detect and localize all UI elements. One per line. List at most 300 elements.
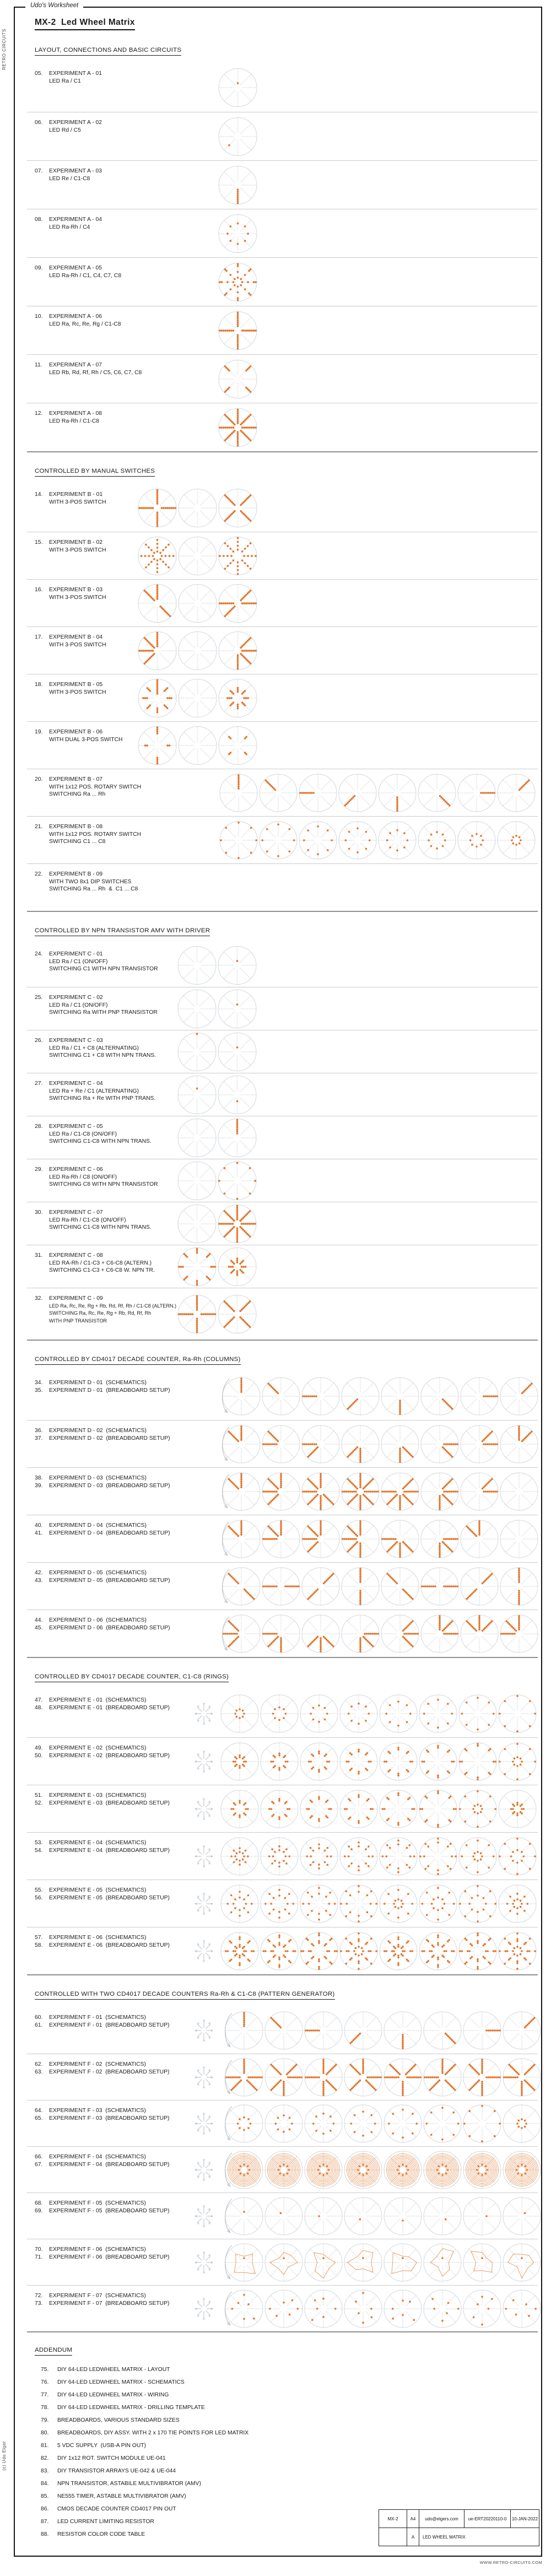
entry-text-line (35, 175, 102, 183)
entry-text-line (35, 1002, 158, 1009)
entry-text (35, 2107, 169, 2122)
entry-label: EXPERIMENT F - 04 (SCHEMATICS) (49, 2154, 146, 2160)
addendum-item (41, 2477, 538, 2490)
addendum-item-label: DIY 64-LED LEDWHEEL MATRIX - DRILLING TEMPLATE (57, 2405, 205, 2411)
entry-text (35, 1037, 156, 1060)
experiment-row (27, 354, 538, 403)
led-wheel (261, 1472, 301, 1511)
led-wheel (420, 1472, 460, 1511)
entry-label: SWITCHING Ra ... Rh (49, 791, 106, 798)
led-wheel (383, 2243, 423, 2282)
entry-label: WITH 3-POS SWITCH (49, 689, 106, 695)
entry-text-line (35, 1792, 170, 1800)
led-wheel (418, 1789, 458, 1829)
experiment-row (27, 306, 538, 354)
led-wheel (383, 2104, 423, 2143)
entry-label: LED RA-Rh / C1-C3 + C6-C8 (ALTERN.) (49, 1260, 152, 1266)
wheel-sequence (177, 1117, 257, 1158)
entry-text-line (35, 2161, 169, 2169)
entry-number: 37. (35, 1435, 43, 1441)
led-wheel (379, 1884, 418, 1924)
led-wheel (420, 1424, 460, 1464)
addendum-item-number: 79. (41, 2417, 49, 2423)
entry-label: WITH 3-POS SWITCH (49, 499, 106, 505)
entry-text-line (35, 1624, 170, 1632)
led-wheel (301, 1519, 341, 1559)
addendum-item (41, 2363, 538, 2376)
led-wheel (498, 1694, 537, 1733)
entry-number: 12. (35, 411, 43, 417)
title-block-paper-size: A4 (407, 2510, 419, 2528)
led-wheel (177, 678, 218, 718)
entry-text-line (35, 2207, 169, 2215)
led-wheel (218, 407, 258, 447)
experiment-row (27, 674, 538, 721)
led-wheel (420, 1614, 460, 1654)
entry-text-line (35, 1617, 170, 1624)
entry-label: EXPERIMENT E - 03 (SCHEMATICS) (49, 1792, 147, 1799)
wheel-sequence (137, 725, 258, 765)
addendum-item (41, 2414, 538, 2427)
entry-text-line (35, 499, 106, 506)
led-wheel (301, 1424, 341, 1464)
entry-text (35, 2153, 169, 2168)
sections (15, 45, 541, 2331)
addendum-item-number: 85. (41, 2493, 49, 2499)
entry-text (35, 264, 121, 279)
led-wheel (338, 773, 377, 813)
rotate-arrow-icon (220, 2195, 234, 2238)
led-wheel (298, 820, 338, 860)
section (27, 1974, 538, 2331)
addendum-item-number: 88. (41, 2531, 49, 2537)
entry-number: 56. (35, 1894, 43, 1901)
wheel-sequence (192, 1884, 537, 1924)
led-wheel (301, 1472, 341, 1511)
burst-arrows-icon (192, 2019, 215, 2042)
led-wheel (498, 1789, 537, 1829)
led-wheel (457, 820, 496, 860)
led-wheel (423, 2196, 462, 2236)
led-wheel (217, 1032, 257, 1072)
experiment-row (27, 1690, 538, 1737)
led-wheel (339, 1931, 379, 1971)
led-wheel (338, 820, 377, 860)
entry-text-line (35, 1174, 158, 1181)
led-wheel (383, 2289, 423, 2329)
entry-text (35, 681, 106, 696)
entry-label: EXPERIMENT B - 03 (49, 587, 103, 593)
section-header: CONTROLLED BY MANUAL SWITCHES (35, 468, 155, 477)
led-wheel (462, 2289, 502, 2329)
entry-label: EXPERIMENT E - 06 (BREADBOARD SETUP) (49, 1942, 170, 1948)
footer-url: WWW.RETRO-CIRCUITS.COM (479, 2560, 542, 2565)
led-wheel (458, 1742, 498, 1781)
experiment-row (27, 1245, 538, 1288)
led-wheel (380, 1567, 420, 1606)
led-wheel (417, 773, 457, 813)
entry-text-line (35, 1181, 158, 1189)
entry-text-line (35, 1839, 170, 1847)
led-wheel (460, 1424, 499, 1464)
entry-label: LED Ra-Rh / C4 (49, 224, 90, 230)
led-wheel (299, 1742, 339, 1781)
led-wheel (217, 989, 257, 1029)
entry-label: SWITCHING Ra + Re WITH PNP TRANS. (49, 1095, 156, 1102)
entry-text-line (35, 1934, 170, 1942)
entry-label: EXPERIMENT C - 02 (49, 995, 103, 1001)
entry-label: EXPERIMENT E - 01 (BREADBOARD SETUP) (49, 1704, 170, 1711)
entry-number: 14. (35, 492, 43, 498)
experiment-row (27, 2239, 538, 2285)
entry-label: EXPERIMENT D - 02 (BREADBOARD SETUP) (49, 1435, 170, 1441)
entry-text (35, 2246, 169, 2261)
entry-label: SWITCHING C1 + C8 WITH NPN TRANS. (49, 1052, 156, 1059)
led-wheel (260, 1694, 299, 1733)
led-wheel (379, 1789, 418, 1829)
entry-text-line (35, 1475, 170, 1482)
title-block-date: 10-JAN-2022 (510, 2510, 539, 2528)
led-wheel (177, 536, 218, 576)
entry-text-line (35, 951, 158, 958)
entry-label: LED Ra, Rc, Re, Rg + Rb, Rd, Rf, Rh / C1-C8 (ALTERN.) (49, 1303, 177, 1309)
entry-text (35, 1427, 170, 1442)
entry-text-line (35, 1295, 176, 1303)
entry-label: EXPERIMENT A - 01 (49, 71, 102, 77)
entry-label: EXPERIMENT F - 02 (SCHEMATICS) (49, 2061, 146, 2067)
rotate-arrow-icon (220, 2056, 234, 2099)
led-wheel (379, 1742, 418, 1781)
experiment-row (27, 1288, 538, 1340)
entry-label: EXPERIMENT A - 04 (49, 217, 102, 223)
experiment-row (27, 579, 538, 627)
led-wheel (462, 2057, 502, 2097)
led-wheel (343, 2011, 383, 2050)
led-wheel (498, 1884, 537, 1924)
section-rows (27, 944, 538, 1340)
entry-number: 08. (35, 217, 43, 223)
entry-text-line (35, 1095, 155, 1103)
led-wheel (304, 2057, 343, 2097)
entry-text-line (35, 272, 121, 280)
led-wheel (219, 820, 258, 860)
entry-text-line (35, 885, 138, 893)
led-wheel (220, 1837, 260, 1876)
entry-number: 44. (35, 1617, 43, 1623)
wheel-sequence (192, 2009, 542, 2052)
entry-number: 30. (35, 1209, 43, 1216)
entry-text (35, 1379, 170, 1394)
addendum-item-label: 5 VDC SUPPLY (USB-A PIN OUT) (57, 2443, 146, 2449)
led-wheel (299, 1789, 339, 1829)
rotate-arrow-icon (217, 1612, 231, 1655)
entry-text-line (35, 1745, 170, 1752)
entry-label: EXPERIMENT B - 09 (49, 871, 103, 877)
led-wheel (264, 2057, 304, 2097)
rotate-arrow-icon (220, 2148, 234, 2191)
entry-label: EXPERIMENT A - 05 (49, 265, 102, 271)
led-wheel (218, 725, 258, 765)
led-wheel (177, 1294, 217, 1334)
rotate-arrow-icon (220, 2009, 234, 2052)
led-wheel (137, 583, 177, 623)
entry-label: EXPERIMENT C - 06 (49, 1167, 103, 1173)
rotate-arrow-icon (220, 2287, 234, 2330)
entry-text-line (35, 1131, 152, 1138)
entry-number: 42. (35, 1570, 43, 1576)
led-wheel (217, 1246, 257, 1287)
experiment-row (27, 209, 538, 257)
led-wheel (137, 488, 177, 528)
addendum-header: ADDENDUM (35, 2347, 72, 2356)
led-wheel (499, 1519, 539, 1559)
led-wheel (343, 2243, 383, 2282)
led-wheel (217, 1074, 257, 1115)
entry-number: 62. (35, 2061, 43, 2067)
entry-number: 22. (35, 871, 43, 877)
entry-text-line (35, 418, 102, 425)
entry-text-line (35, 2115, 169, 2123)
wheel-sequence (219, 773, 536, 813)
experiment-row (27, 987, 538, 1030)
entry-text-line (35, 994, 158, 1002)
experiment-row (27, 160, 538, 209)
led-wheel (218, 359, 258, 399)
wheel-sequence (218, 116, 258, 156)
led-wheel (261, 1614, 301, 1654)
entry-label: EXPERIMENT F - 01 (BREADBOARD SETUP) (49, 2022, 170, 2028)
led-wheel (379, 1694, 418, 1733)
led-wheel (380, 1614, 420, 1654)
led-wheel (298, 773, 338, 813)
entry-text-line (35, 1209, 152, 1217)
led-wheel (304, 2289, 343, 2329)
entry-label: SWITCHING Ra ... Rh & C1 ... C8 (49, 886, 138, 893)
experiment-row (27, 944, 538, 987)
entry-number: 06. (35, 120, 43, 126)
addendum-item-label: NE555 TIMER, ASTABLE MULTIVIBRATOR (AMV) (57, 2493, 186, 2499)
entry-text (35, 728, 122, 743)
entry-text-line (35, 1224, 152, 1232)
entry-label: EXPERIMENT E - 04 (BREADBOARD SETUP) (49, 1847, 170, 1854)
led-wheel (502, 2289, 542, 2329)
entry-number: 32. (35, 1295, 43, 1301)
entry-number: 54. (35, 1847, 43, 1854)
entry-number: 24. (35, 951, 43, 957)
entry-label: LED Ra, Rc, Re, Rg / C1-C8 (49, 321, 121, 327)
rotate-arrow-icon (217, 1517, 231, 1560)
led-wheel (218, 213, 258, 253)
entry-text-line (35, 1752, 170, 1760)
led-wheel (383, 2057, 423, 2097)
rotate-arrow-icon (217, 1470, 231, 1513)
entry-text-line (35, 594, 106, 602)
wheel-sequence (177, 1294, 257, 1334)
section (27, 911, 538, 1340)
entry-label: EXPERIMENT E - 06 (SCHEMATICS) (49, 1935, 147, 1941)
led-wheel (177, 1074, 217, 1115)
led-wheel (219, 773, 258, 813)
title-block-doc-id: ue-ERT20220110-0 (464, 2510, 510, 2528)
entry-text-line (35, 681, 106, 689)
entry-text-line (35, 1166, 158, 1174)
addendum-item (41, 2490, 538, 2503)
entry-number: 16. (35, 587, 43, 593)
experiment-row (27, 1832, 538, 1880)
led-wheel (261, 1567, 301, 1606)
led-wheel (462, 2104, 502, 2143)
entry-number: 26. (35, 1038, 43, 1044)
entry-label: EXPERIMENT D - 01 (SCHEMATICS) (49, 1380, 147, 1386)
entry-number: 38. (35, 1475, 43, 1481)
entry-text-line (35, 264, 121, 272)
led-wheel (341, 1424, 380, 1464)
section-header: CONTROLLED BY NPN TRANSISTOR AMV WITH DRIVER (35, 927, 210, 936)
led-wheel (462, 2243, 502, 2282)
entry-text-line (35, 736, 122, 744)
led-wheel (177, 1160, 217, 1201)
entry-number: 39. (35, 1482, 43, 1489)
entry-text (35, 1080, 155, 1103)
experiment-row (27, 1030, 538, 1073)
led-wheel (218, 536, 258, 576)
led-wheel (301, 1567, 341, 1606)
entry-text-line (35, 1435, 170, 1443)
led-wheel (177, 946, 217, 986)
entry-label: EXPERIMENT B - 08 (49, 824, 103, 830)
section (27, 451, 538, 911)
led-wheel (341, 1472, 380, 1511)
experiment-row (27, 1159, 538, 1202)
wheel-sequence (177, 1246, 257, 1287)
experiment-row (27, 2054, 538, 2100)
section-header: LAYOUT, CONNECTIONS AND BASIC CIRCUITS (35, 47, 181, 56)
section-rows (27, 63, 538, 451)
led-wheel (423, 2104, 462, 2143)
led-wheel (177, 1203, 217, 1244)
wheel-sequence (192, 2102, 542, 2145)
section-rows (27, 1373, 538, 1657)
led-wheel (218, 116, 258, 156)
entry-number: 71. (35, 2254, 43, 2260)
entry-label: EXPERIMENT F - 05 (BREADBOARD SETUP) (49, 2207, 170, 2214)
entry-label: EXPERIMENT A - 03 (49, 168, 102, 174)
entry-label: EXPERIMENT A - 06 (49, 314, 102, 320)
entry-label: WITH TWO 8x1 DIP SWITCHES (49, 878, 132, 885)
entry-label: EXPERIMENT F - 05 (SCHEMATICS) (49, 2200, 146, 2206)
wheel-sequence (218, 213, 258, 253)
entry-text-line (35, 1252, 155, 1260)
entry-number: 65. (35, 2115, 43, 2121)
experiment-row (27, 484, 538, 532)
section (27, 45, 538, 451)
entry-number: 31. (35, 1252, 43, 1259)
led-wheel (261, 1424, 301, 1464)
entry-label: WITH 1x12 POS. ROTARY SWITCH (49, 831, 142, 838)
entry-label: EXPERIMENT E - 01 (SCHEMATICS) (49, 1697, 147, 1703)
entry-text-line (35, 78, 102, 85)
entry-label: LED Ra / C1 + C8 (ALTERNATING) (49, 1045, 139, 1051)
addendum-item-label: DIY 64-LED LEDWHEEL MATRIX - SCHEMATICS (57, 2379, 185, 2385)
wheel-sequence (192, 2056, 542, 2099)
entry-number: 07. (35, 168, 43, 174)
entry-number: 60. (35, 2015, 43, 2021)
entry-text-line (35, 119, 102, 127)
burst-arrows-icon (192, 1892, 215, 1915)
entry-text-line (35, 965, 158, 973)
wheel-sequence (192, 1931, 537, 1971)
entry-label: WITH DUAL 3-POS SWITCH (49, 736, 123, 743)
entry-text (35, 1475, 170, 1489)
experiment-row (27, 1467, 538, 1515)
experiment-row (27, 1116, 538, 1159)
led-wheel (264, 2289, 304, 2329)
entry-label: WITH PNP TRANSISTOR (49, 1317, 107, 1324)
wheel-sequence (218, 359, 258, 399)
entry-text-line (35, 871, 138, 878)
experiment-row (27, 721, 538, 769)
entry-number: 35. (35, 1387, 43, 1394)
entry-number: 64. (35, 2108, 43, 2114)
entry-text-line (35, 361, 142, 369)
entry-label: EXPERIMENT D - 05 (SCHEMATICS) (49, 1570, 147, 1576)
section-header: CONTROLLED BY CD4017 DECADE COUNTER, Ra-Rh (COLUMNS) (35, 1356, 241, 1365)
led-wheel (462, 2196, 502, 2236)
entry-text-line (35, 127, 102, 134)
entry-label: SWITCHING C8 WITH NPN TRANSISTOR (49, 1181, 158, 1188)
entry-label: LED Re / C1-C8 (49, 175, 90, 182)
entry-text-line (35, 2061, 169, 2069)
led-wheel (260, 1931, 299, 1971)
entry-text-line (35, 2300, 169, 2308)
led-wheel (462, 2011, 502, 2050)
entry-label: EXPERIMENT C - 09 (49, 1295, 103, 1301)
burst-arrows-icon (192, 2158, 215, 2181)
rotate-arrow-icon (217, 1375, 231, 1418)
entry-label: EXPERIMENT B - 02 (49, 539, 103, 546)
entry-number: 20. (35, 776, 43, 782)
experiment-row (27, 1785, 538, 1832)
led-wheel (423, 2289, 462, 2329)
experiment-row (27, 2146, 538, 2192)
led-wheel (264, 2196, 304, 2236)
led-wheel (304, 2150, 343, 2190)
rotate-arrow-icon (217, 1565, 231, 1608)
led-wheel (341, 1567, 380, 1606)
wheel-sequence (192, 1694, 537, 1733)
entry-text (35, 1617, 170, 1632)
led-wheel (177, 1032, 217, 1072)
entry-text-line (35, 168, 102, 175)
led-wheel (264, 2104, 304, 2143)
led-wheel (377, 773, 417, 813)
side-label-retro-circuits: RETRO CIRCUITS (2, 29, 7, 70)
entry-text-line (35, 641, 106, 649)
entry-label: LED Rb, Rd, Rf, Rh / C5, C6, C7, C8 (49, 369, 142, 376)
led-wheel (260, 1789, 299, 1829)
led-wheel (502, 2150, 542, 2190)
entry-text-line (35, 410, 102, 418)
led-wheel (499, 1614, 539, 1654)
led-wheel (258, 773, 298, 813)
burst-arrows-icon (192, 1750, 215, 1773)
led-wheel (220, 1694, 260, 1733)
side-label-author: (c) Udo Elger (2, 2441, 7, 2471)
led-wheel (258, 820, 298, 860)
entry-text-line (35, 1303, 176, 1310)
experiment-row (27, 1202, 538, 1245)
led-wheel (343, 2104, 383, 2143)
